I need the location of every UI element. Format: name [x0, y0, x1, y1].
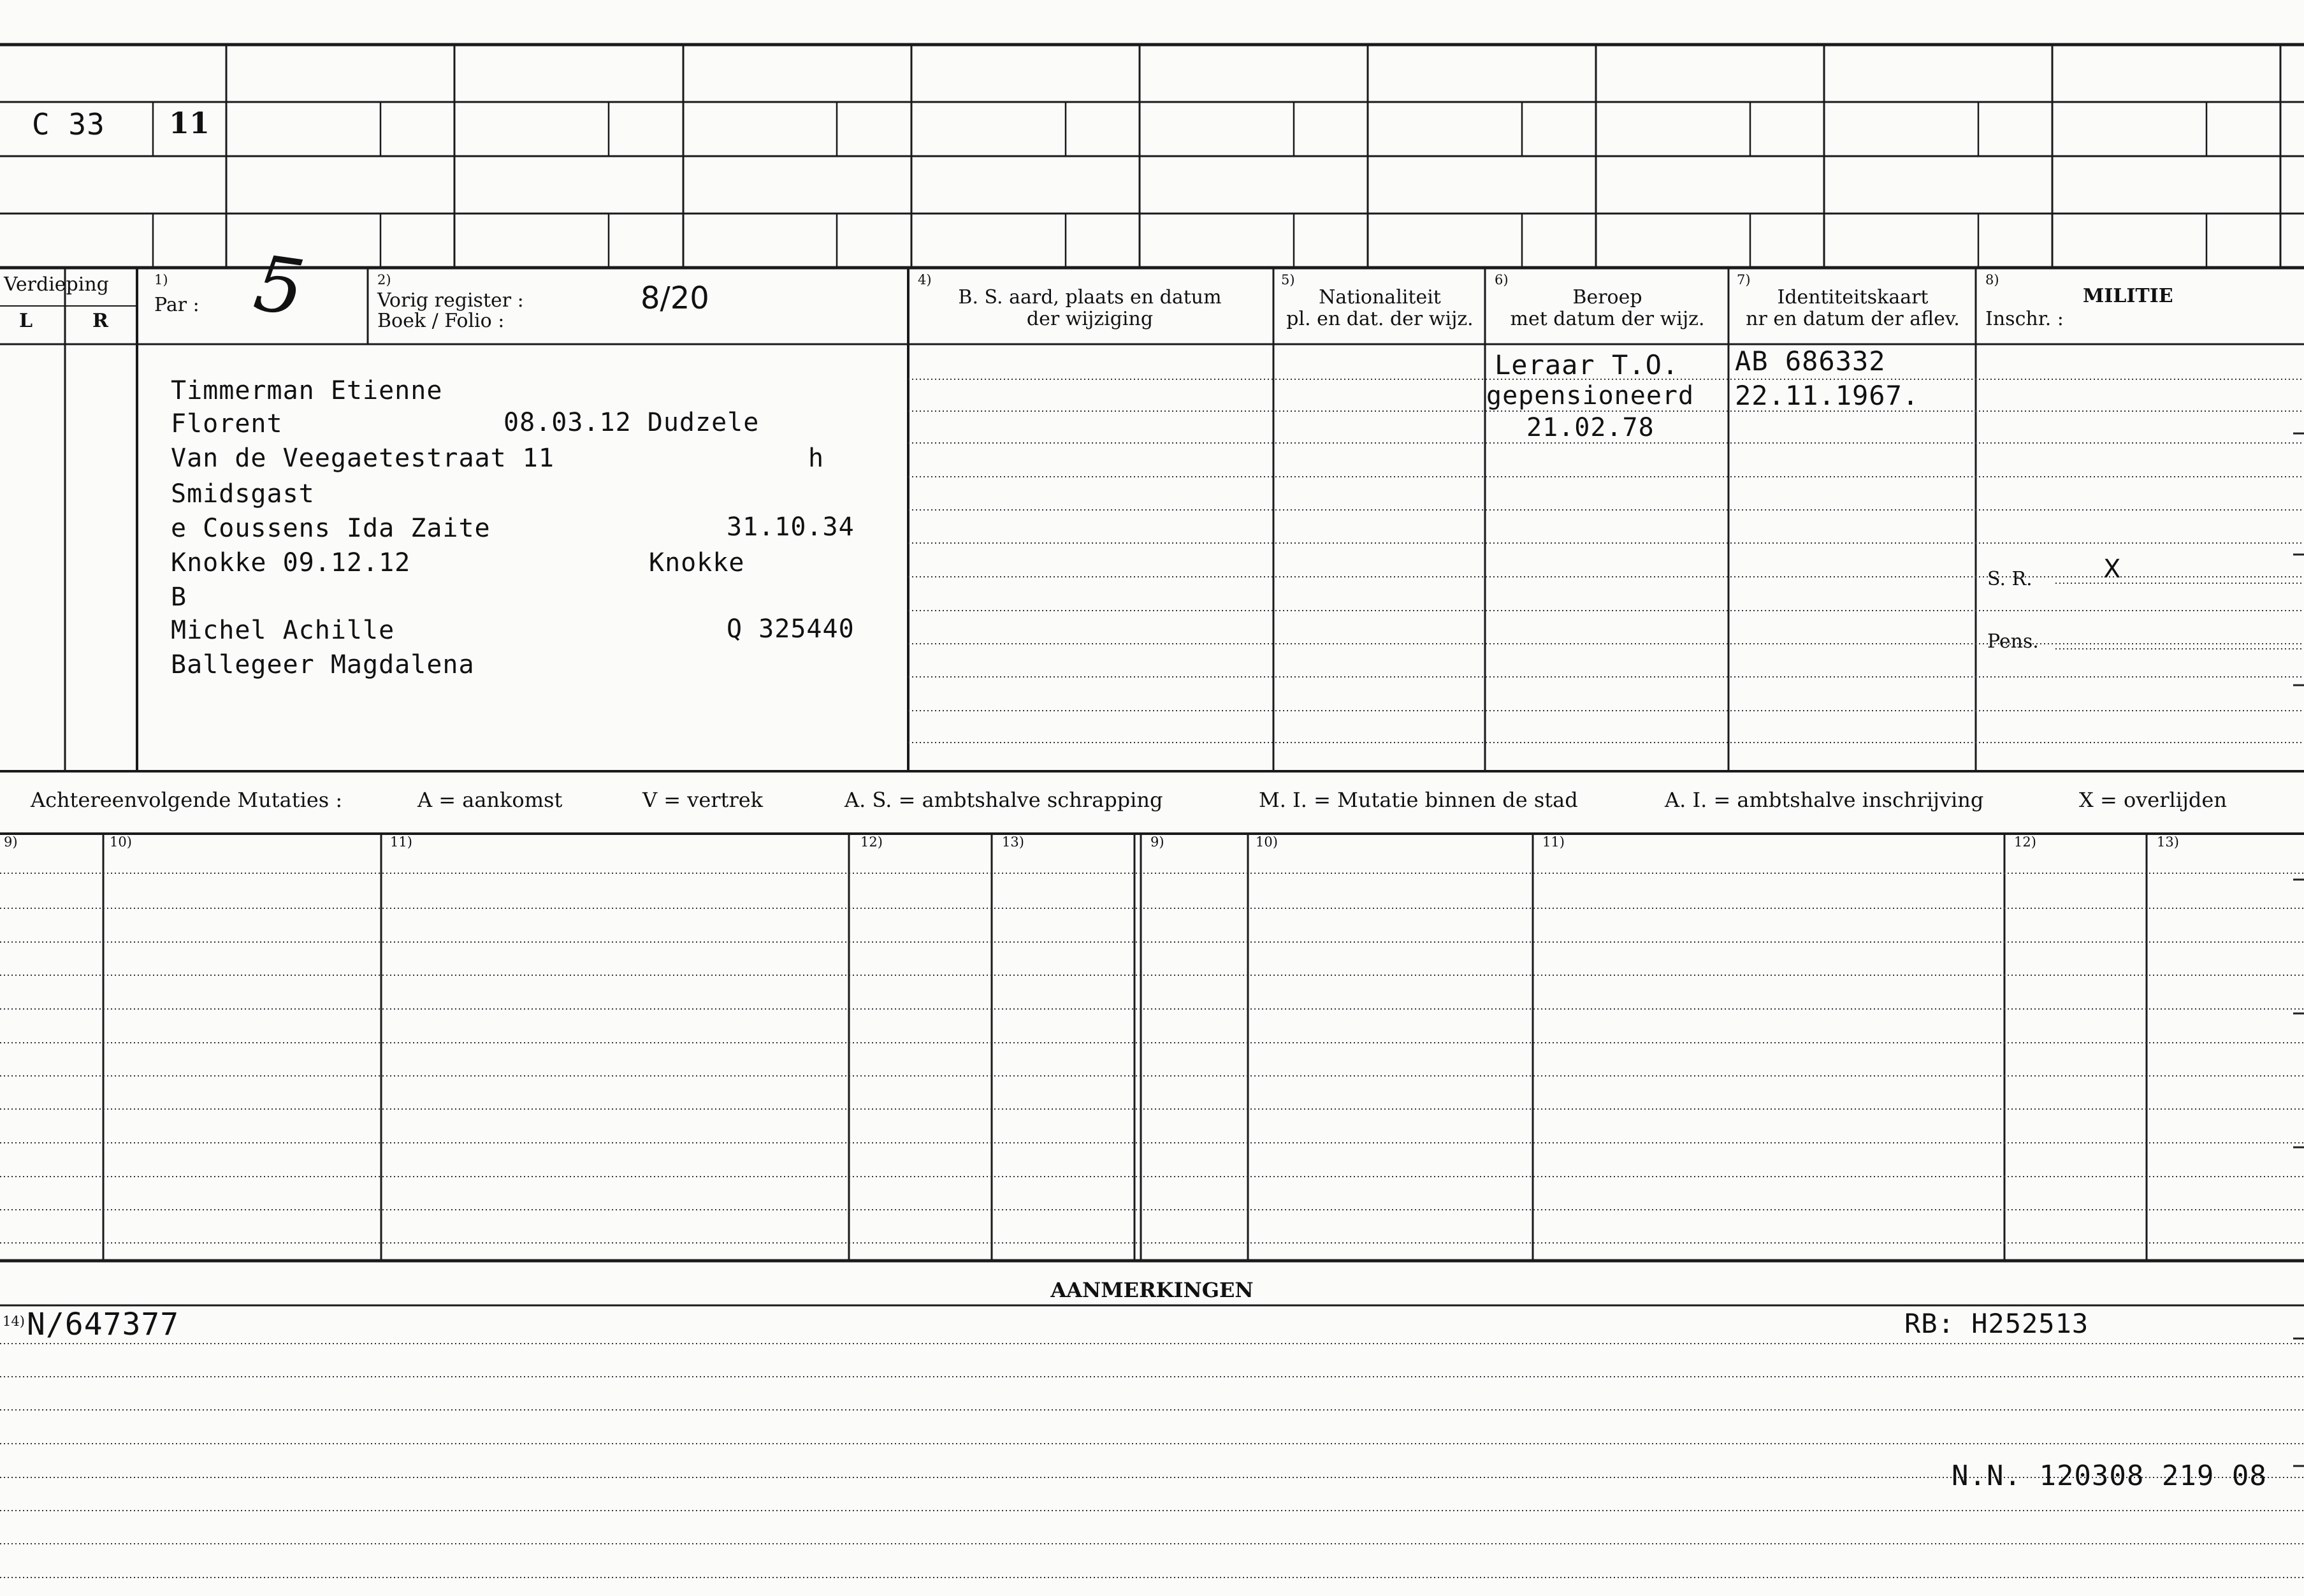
person-occupation: Smidsgast: [171, 479, 315, 509]
mutaties-title: Achtereenvolgende Mutaties :: [31, 788, 343, 812]
beroep-status: gepensioneerd: [1486, 381, 1695, 410]
person-nationality: B: [171, 583, 187, 612]
col-6-number: 6): [1495, 272, 1509, 287]
inschr-label: Inschr. :: [1985, 308, 2064, 330]
col-1-number: 1): [154, 272, 168, 287]
nationaliteit-header-line1: Nationaliteit: [1319, 286, 1441, 308]
col-8-number: 8): [1985, 272, 1999, 287]
boek-folio-label: Boek / Folio :: [377, 310, 505, 332]
beroep-header-line1: Beroep: [1572, 286, 1642, 308]
beroep-date: 21.02.78: [1526, 413, 1655, 442]
sr-value: X: [2103, 555, 2121, 584]
col-4-number: 4): [918, 272, 932, 287]
beroep-value: Leraar T.O.: [1495, 349, 1679, 381]
legend-mutatie-binnen-stad: M. I. = Mutatie binnen de stad: [1259, 788, 1578, 812]
mut-col-9-left: 9): [4, 834, 18, 850]
legend-vertrek: V = vertrek: [642, 788, 764, 812]
mut-col-13-left: 13): [1002, 834, 1024, 850]
person-firstname: Florent: [171, 409, 283, 439]
col-7-number: 7): [1737, 272, 1751, 287]
register-number: 11: [169, 106, 210, 140]
bs-header-line1: B. S. aard, plaats en datum: [958, 286, 1222, 308]
nationaliteit-header-line2: pl. en dat. der wijz.: [1286, 308, 1474, 330]
person-reference: Q 325440: [727, 614, 855, 644]
vorig-register-label: Vorig register :: [377, 289, 524, 312]
person-spouse-birth: Knokke 09.12.12: [171, 548, 411, 577]
national-number: N.N. 120308 219 08: [1952, 1460, 2267, 1492]
identity-card-date: 22.11.1967.: [1735, 380, 1920, 411]
militie-header: MILITIE: [2083, 285, 2173, 307]
vorig-register-value: 8/20: [641, 280, 709, 316]
aanmerkingen-value: N/647377: [27, 1307, 180, 1342]
person-spouse: e Coussens Ida Zaite: [171, 514, 491, 543]
person-birth: 08.03.12 Dudzele: [504, 408, 760, 437]
mut-col-10-right: 10): [1256, 834, 1278, 850]
mut-col-12-left: 12): [860, 834, 883, 850]
mut-col-11-left: 11): [390, 834, 412, 850]
person-address: Van de Veegaetestraat 11: [171, 444, 554, 473]
col-14-number: 14): [3, 1314, 25, 1329]
legend-ambtshalve-inschrijving: A. I. = ambtshalve inschrijving: [1665, 788, 1984, 812]
legend-ambtshalve-schrapping: A. S. = ambtshalve schrapping: [844, 788, 1163, 812]
col-5-number: 5): [1281, 272, 1295, 287]
sr-label: S. R.: [1987, 568, 2032, 590]
person-mother: Ballegeer Magdalena: [171, 650, 475, 679]
register-code: C 33: [32, 107, 105, 141]
legend-aankomst: A = aankomst: [417, 788, 563, 812]
person-marriage-date: 31.10.34: [727, 512, 855, 542]
bs-header-line2: der wijziging: [1026, 308, 1154, 330]
verdieping-l: L: [19, 310, 33, 332]
person-name: Timmerman Etienne: [171, 376, 443, 405]
mut-col-11-right: 11): [1542, 834, 1565, 850]
col-2-number: 2): [377, 272, 391, 287]
identiteitskaart-header-line2: nr en datum der aflev.: [1746, 308, 1960, 330]
mut-col-12-right: 12): [2014, 834, 2036, 850]
person-father: Michel Achille: [171, 616, 395, 645]
beroep-header-line2: met datum der wijz.: [1510, 308, 1705, 330]
pens-label: Pens.: [1987, 630, 2039, 653]
identiteitskaart-header-line1: Identiteitskaart: [1777, 286, 1929, 308]
verdieping-r: R: [92, 310, 108, 332]
par-label: Par :: [154, 294, 199, 316]
person-address-flag: h: [808, 444, 825, 473]
verdieping-label: Verdieping: [4, 273, 109, 296]
mut-col-9-right: 9): [1150, 834, 1164, 850]
identity-card-number: AB 686332: [1735, 345, 1886, 377]
person-marriage-place: Knokke: [649, 548, 745, 577]
legend-overlijden: X = overlijden: [2079, 788, 2227, 812]
mut-col-10-left: 10): [110, 834, 132, 850]
mut-col-13-right: 13): [2157, 834, 2179, 850]
aanmerkingen-title: AANMERKINGEN: [1050, 1278, 1254, 1302]
rb-number: RB: H252513: [1904, 1308, 2089, 1339]
par-handwritten-mark: 5: [249, 239, 310, 334]
